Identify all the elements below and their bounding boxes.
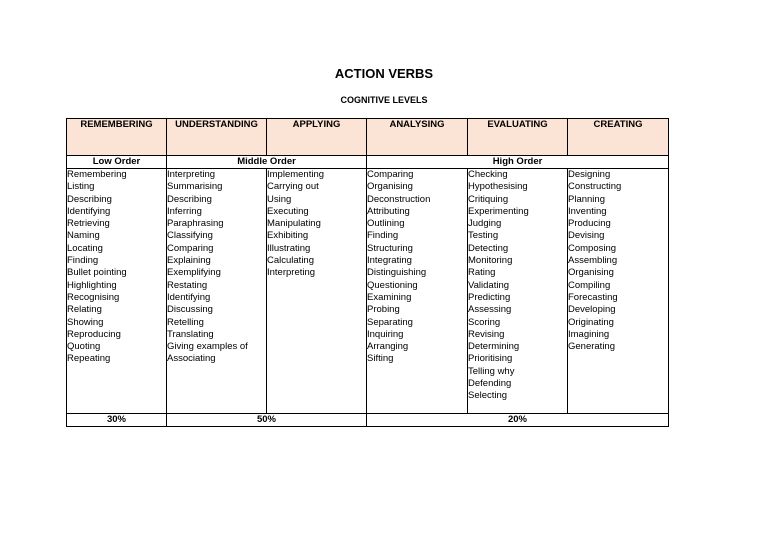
document-subtitle: COGNITIVE LEVELS — [340, 95, 428, 105]
verb-item: Critiquing — [468, 193, 509, 205]
verb-item: Probing — [367, 304, 400, 316]
verb-item: Inquiring — [367, 328, 404, 340]
verb-item: Comparing — [367, 169, 414, 180]
verb-item: Integrating — [367, 255, 412, 267]
verb-item: Comparing — [167, 242, 214, 254]
header-analysing: ANALYSING — [367, 119, 468, 156]
verb-item: Repeating — [67, 353, 111, 365]
verb-item: Executing — [267, 205, 309, 217]
verb-item: Organising — [367, 181, 413, 193]
evaluating-verbs — [468, 169, 568, 414]
verbs-row — [67, 169, 669, 414]
header-creating: CREATING — [568, 119, 669, 156]
verb-item: Detecting — [468, 242, 509, 254]
order-middle: Middle Order — [167, 156, 367, 169]
header-evaluating: EVALUATING — [468, 119, 568, 156]
verb-item: Discussing — [167, 304, 213, 316]
verb-item: Finding — [67, 255, 99, 267]
verb-item: Scoring — [468, 316, 501, 328]
verb-item: Bullet pointing — [67, 267, 127, 279]
header-applying: APPLYING — [267, 119, 367, 156]
verb-item: Assembling — [568, 255, 618, 267]
verb-item: Forecasting — [568, 291, 618, 303]
verb-item: Constructing — [568, 181, 622, 193]
verb-item: Showing — [67, 316, 104, 328]
verb-item: Retrieving — [67, 218, 110, 230]
verb-item: Restating — [167, 279, 208, 291]
verb-item: Naming — [67, 230, 100, 242]
verb-item: Paraphrasing — [167, 218, 224, 230]
verb-item: Manipulating — [267, 218, 321, 230]
verb-item: Describing — [167, 193, 212, 205]
understanding-verbs — [167, 169, 267, 414]
verb-item: Using — [267, 193, 292, 205]
verb-item: Distinguishing — [367, 267, 427, 279]
verb-item: Experimenting — [468, 205, 529, 217]
remembering-verbs — [67, 169, 167, 414]
verb-item: Designing — [568, 169, 611, 180]
percentage-low: 30% — [67, 414, 167, 427]
verb-item: Inferring — [167, 205, 202, 217]
verb-item: Arranging — [367, 341, 409, 353]
verb-item: Listing — [67, 181, 95, 193]
verb-item: Compiling — [568, 279, 611, 291]
verb-item: Assessing — [468, 304, 512, 316]
verb-item: Hypothesising — [468, 181, 528, 193]
percentage-middle: 50% — [167, 414, 367, 427]
order-row — [67, 156, 669, 169]
verb-item: Interpreting — [167, 169, 216, 180]
verb-item: Identifying — [167, 291, 211, 303]
verb-item: Defending — [468, 378, 512, 390]
verb-item: Outlining — [367, 218, 405, 230]
verb-item: Judging — [468, 218, 502, 230]
verb-item: Finding — [367, 230, 399, 242]
verb-item: Producing — [568, 218, 611, 230]
verb-item: Illustrating — [267, 242, 311, 254]
verb-item: Reproducing — [67, 328, 121, 340]
verb-item: Developing — [568, 304, 616, 316]
verb-item: Exhibiting — [267, 230, 309, 242]
percentage-high: 20% — [367, 414, 669, 427]
verb-item: Attributing — [367, 205, 410, 217]
verb-item: Carrying out — [267, 181, 319, 193]
verb-item: Monitoring — [468, 255, 513, 267]
verb-item: Sifting — [367, 353, 394, 365]
applying-verbs — [267, 169, 367, 414]
analysing-verbs — [367, 169, 468, 414]
verb-item: Explaining — [167, 255, 211, 267]
verb-item: Planning — [568, 193, 605, 205]
verb-item: Organising — [568, 267, 614, 279]
verb-item: Calculating — [267, 255, 314, 267]
header-row — [67, 119, 669, 156]
verb-item: Deconstruction — [367, 193, 431, 205]
verb-item: Testing — [468, 230, 499, 242]
verb-item: Implementing — [267, 169, 325, 180]
verb-item: Giving examples of — [167, 341, 248, 353]
verb-item: Revising — [468, 328, 505, 340]
header-remembering: REMEMBERING — [67, 119, 167, 156]
verb-item: Composing — [568, 242, 617, 254]
verb-item: Rating — [468, 267, 496, 279]
header-understanding: UNDERSTANDING — [167, 119, 267, 156]
order-low: Low Order — [67, 156, 167, 169]
verb-item: Classifying — [167, 230, 213, 242]
verb-item: Devising — [568, 230, 605, 242]
verb-item: Remembering — [67, 169, 127, 180]
verb-item: Structuring — [367, 242, 413, 254]
document-title: ACTION VERBS — [334, 66, 434, 81]
order-high: High Order — [367, 156, 669, 169]
verb-item: Summarising — [167, 181, 223, 193]
verb-item: Predicting — [468, 291, 511, 303]
verb-item: Quoting — [67, 341, 101, 353]
verb-item: Selecting — [468, 390, 508, 402]
verb-item: Describing — [67, 193, 112, 205]
verb-item: Inventing — [568, 205, 607, 217]
verb-item: Separating — [367, 316, 413, 328]
verb-item: Validating — [468, 279, 510, 291]
verb-item: Translating — [167, 328, 214, 340]
verb-item: Interpreting — [267, 267, 316, 279]
percentage-row — [67, 414, 669, 427]
verb-item: Checking — [468, 169, 508, 180]
verb-item: Imagining — [568, 328, 610, 340]
verb-item: Recognising — [67, 291, 120, 303]
verb-item: Exemplifying — [167, 267, 221, 279]
verb-item: Associating — [167, 353, 216, 365]
verb-item: Relating — [67, 304, 102, 316]
creating-verbs — [568, 169, 669, 414]
verb-item: Prioritising — [468, 353, 513, 365]
verb-item: Retelling — [167, 316, 204, 328]
verb-item: Examining — [367, 291, 412, 303]
verb-item: Identifying — [67, 205, 111, 217]
verb-item: Determining — [468, 341, 520, 353]
verb-item: Highlighting — [67, 279, 117, 291]
verb-item: Generating — [568, 341, 616, 353]
verb-item: Telling why — [468, 365, 515, 377]
verb-item: Locating — [67, 242, 103, 254]
action-verbs-table — [66, 118, 669, 427]
verb-item: Questioning — [367, 279, 418, 291]
verb-item: Originating — [568, 316, 614, 328]
